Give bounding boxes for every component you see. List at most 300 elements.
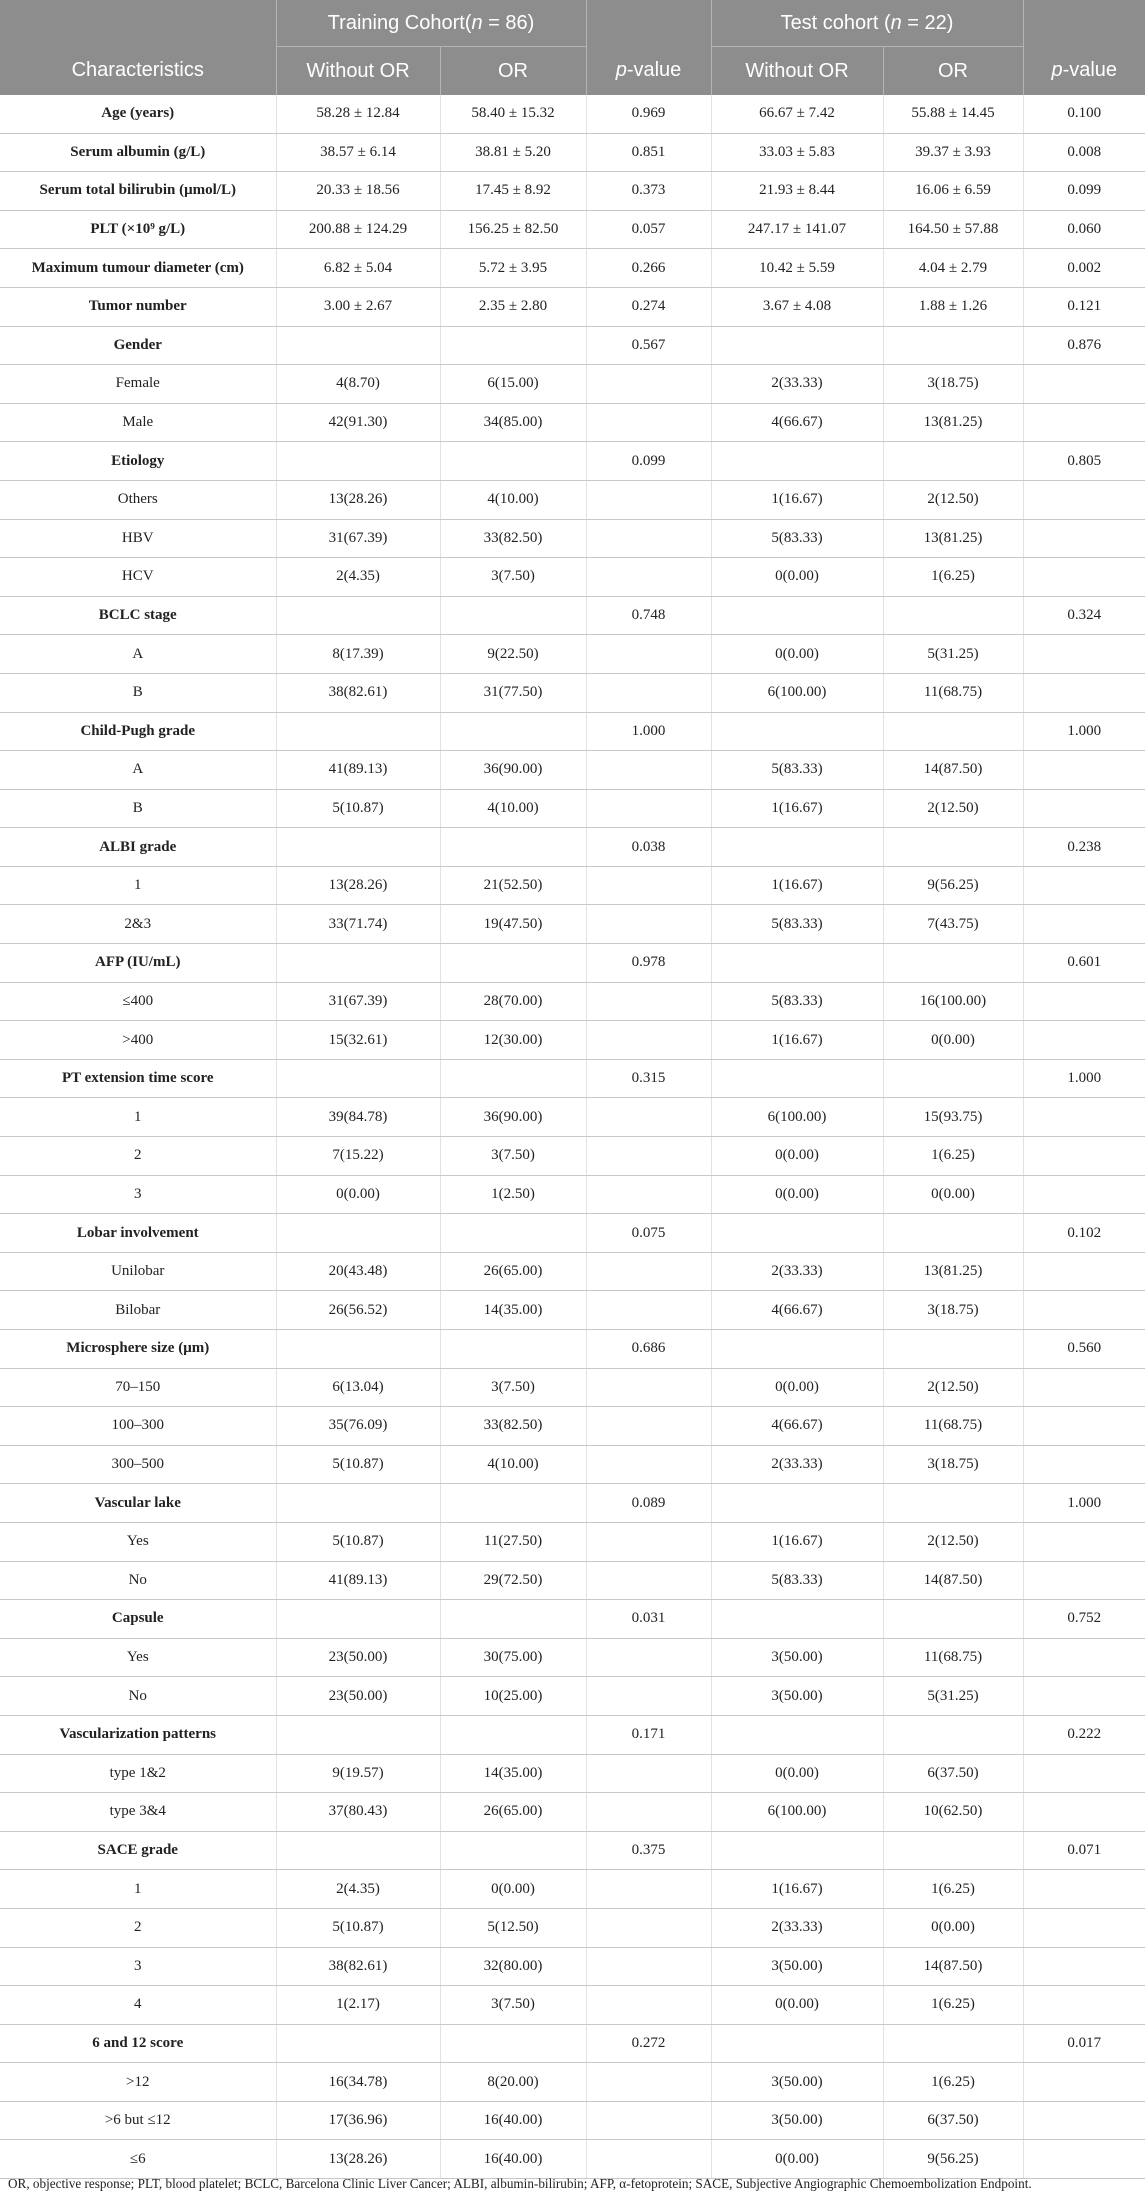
characteristic-cell: Bilobar [0, 1291, 276, 1330]
training-without-or-cell: 9(19.57) [276, 1754, 440, 1793]
training-p-value-cell [586, 2101, 711, 2140]
category-row [0, 1638, 1145, 1677]
test-without-or-cell: 0(0.00) [711, 2140, 883, 2179]
characteristic-cell: 2 [0, 1908, 276, 1947]
characteristics-header: Characteristics [0, 47, 276, 96]
category-row [0, 2063, 1145, 2102]
test-without-or-cell [711, 442, 883, 481]
test-or-cell: 2(12.50) [883, 789, 1023, 828]
test-without-or-cell: 0(0.00) [711, 1137, 883, 1176]
test-p-value-cell [1023, 905, 1145, 944]
test-p-value-cell: 0.060 [1023, 210, 1145, 249]
training-p-value-cell [586, 1522, 711, 1561]
training-without-or-cell [276, 1715, 440, 1754]
test-or-cell: 1(6.25) [883, 1137, 1023, 1176]
training-or-cell: 14(35.00) [440, 1754, 586, 1793]
training-p-value-cell [586, 480, 711, 519]
test-or-cell: 1(6.25) [883, 558, 1023, 597]
category-row [0, 403, 1145, 442]
category-row [0, 982, 1145, 1021]
test-without-or-cell [711, 1214, 883, 1253]
training-p-value-cell [586, 866, 711, 905]
test-p-value-cell: 0.238 [1023, 828, 1145, 867]
test-p-value-cell [1023, 982, 1145, 1021]
training-p-value-cell: 0.038 [586, 828, 711, 867]
training-without-or-cell: 15(32.61) [276, 1021, 440, 1060]
test-without-or-cell: 4(66.67) [711, 1407, 883, 1446]
training-without-or-cell [276, 1330, 440, 1369]
training-without-or-cell [276, 1484, 440, 1523]
test-or-cell [883, 326, 1023, 365]
test-or-cell: 5(31.25) [883, 635, 1023, 674]
category-row [0, 2101, 1145, 2140]
characteristic-cell: 6 and 12 score [0, 2024, 276, 2063]
characteristic-cell: 2 [0, 1137, 276, 1176]
test-or-cell: 13(81.25) [883, 403, 1023, 442]
category-row [0, 1793, 1145, 1832]
test-p-value-cell: 0.752 [1023, 1600, 1145, 1639]
variable-row [0, 712, 1145, 751]
training-p-value-cell [586, 2063, 711, 2102]
training-without-or-cell [276, 1600, 440, 1639]
test-p-value-cell [1023, 751, 1145, 790]
variable-row [0, 210, 1145, 249]
training-without-or-cell: 5(10.87) [276, 1908, 440, 1947]
characteristic-cell: Child-Pugh grade [0, 712, 276, 751]
training-p-value-cell: 0.375 [586, 1831, 711, 1870]
test-or-cell [883, 712, 1023, 751]
test-without-or-cell: 1(16.67) [711, 789, 883, 828]
header-blank-cell [1023, 0, 1145, 47]
test-or-cell [883, 2024, 1023, 2063]
test-p-value-cell [1023, 1368, 1145, 1407]
header-row-columns [0, 47, 1145, 96]
training-without-or-cell: 5(10.87) [276, 789, 440, 828]
category-row [0, 1175, 1145, 1214]
training-or-cell: 3(7.50) [440, 1368, 586, 1407]
test-or-cell: 11(68.75) [883, 673, 1023, 712]
training-without-or-cell [276, 1214, 440, 1253]
training-without-or-cell: 23(50.00) [276, 1638, 440, 1677]
test-without-or-cell: 3(50.00) [711, 1677, 883, 1716]
characteristic-cell: Female [0, 365, 276, 404]
category-row [0, 1407, 1145, 1446]
training-or-cell [440, 2024, 586, 2063]
training-or-cell: 1(2.50) [440, 1175, 586, 1214]
category-row [0, 1291, 1145, 1330]
test-or-cell [883, 944, 1023, 983]
test-or-cell: 14(87.50) [883, 1561, 1023, 1600]
training-p-value-cell: 0.274 [586, 287, 711, 326]
training-or-cell: 28(70.00) [440, 982, 586, 1021]
test-or-cell: 55.88 ± 14.45 [883, 95, 1023, 133]
test-without-or-cell [711, 828, 883, 867]
test-or-cell: 10(62.50) [883, 1793, 1023, 1832]
test-p-value-cell: 0.102 [1023, 1214, 1145, 1253]
characteristic-cell: HCV [0, 558, 276, 597]
test-p-value-cell: 0.324 [1023, 596, 1145, 635]
training-or-cell: 3(7.50) [440, 1137, 586, 1176]
training-without-or-cell: 38(82.61) [276, 1947, 440, 1986]
training-p-value-cell [586, 365, 711, 404]
test-or-cell: 164.50 ± 57.88 [883, 210, 1023, 249]
variable-row [0, 1715, 1145, 1754]
characteristic-cell: 1 [0, 1870, 276, 1909]
training-without-or-header: Without OR [276, 47, 440, 96]
training-without-or-cell: 5(10.87) [276, 1445, 440, 1484]
training-without-or-cell: 7(15.22) [276, 1137, 440, 1176]
category-row [0, 1561, 1145, 1600]
variable-row [0, 596, 1145, 635]
characteristic-cell: Serum albumin (g/L) [0, 133, 276, 172]
test-or-cell: 3(18.75) [883, 1445, 1023, 1484]
test-p-value-cell [1023, 789, 1145, 828]
test-without-or-cell: 0(0.00) [711, 558, 883, 597]
test-without-or-cell: 1(16.67) [711, 866, 883, 905]
variable-row [0, 1484, 1145, 1523]
training-p-value-cell [586, 1368, 711, 1407]
characteristic-cell: PT extension time score [0, 1059, 276, 1098]
training-without-or-cell: 200.88 ± 124.29 [276, 210, 440, 249]
test-or-cell: 14(87.50) [883, 751, 1023, 790]
training-or-cell: 33(82.50) [440, 519, 586, 558]
test-or-cell: 9(56.25) [883, 866, 1023, 905]
test-without-or-cell: 1(16.67) [711, 1021, 883, 1060]
characteristic-cell: 1 [0, 1098, 276, 1137]
training-p-value-cell: 1.000 [586, 712, 711, 751]
training-or-cell: 3(7.50) [440, 558, 586, 597]
test-or-cell: 39.37 ± 3.93 [883, 133, 1023, 172]
test-p-value-cell: 0.071 [1023, 1831, 1145, 1870]
training-p-value-cell: 0.748 [586, 596, 711, 635]
training-p-value-cell [586, 1793, 711, 1832]
test-or-cell: 2(12.50) [883, 1522, 1023, 1561]
training-without-or-cell: 31(67.39) [276, 982, 440, 1021]
characteristic-cell: Age (years) [0, 95, 276, 133]
training-without-or-cell [276, 1059, 440, 1098]
characteristic-cell: Yes [0, 1522, 276, 1561]
training-without-or-cell: 39(84.78) [276, 1098, 440, 1137]
test-without-or-cell: 247.17 ± 141.07 [711, 210, 883, 249]
test-or-cell: 2(12.50) [883, 1368, 1023, 1407]
training-p-value-cell: 0.686 [586, 1330, 711, 1369]
test-without-or-cell: 3(50.00) [711, 2101, 883, 2140]
training-or-cell: 19(47.50) [440, 905, 586, 944]
training-p-value-cell [586, 2140, 711, 2179]
training-without-or-cell: 20.33 ± 18.56 [276, 172, 440, 211]
test-without-or-header: Without OR [711, 47, 883, 96]
training-or-cell: 5.72 ± 3.95 [440, 249, 586, 288]
test-without-or-cell: 0(0.00) [711, 1754, 883, 1793]
test-without-or-cell: 2(33.33) [711, 1252, 883, 1291]
training-p-value-cell [586, 1908, 711, 1947]
test-or-cell: 1(6.25) [883, 1986, 1023, 2025]
characteristic-cell: A [0, 635, 276, 674]
characteristic-cell: Maximum tumour diameter (cm) [0, 249, 276, 288]
test-or-cell [883, 1330, 1023, 1369]
test-p-value-cell [1023, 1522, 1145, 1561]
variable-row [0, 1330, 1145, 1369]
test-or-cell: 6(37.50) [883, 1754, 1023, 1793]
training-p-value-cell [586, 1561, 711, 1600]
test-or-cell: 1.88 ± 1.26 [883, 287, 1023, 326]
characteristic-cell: ≤400 [0, 982, 276, 1021]
training-or-cell: 4(10.00) [440, 480, 586, 519]
training-without-or-cell: 38(82.61) [276, 673, 440, 712]
test-without-or-cell [711, 944, 883, 983]
characteristic-cell: 3 [0, 1947, 276, 1986]
test-p-value-cell [1023, 635, 1145, 674]
test-or-cell [883, 1059, 1023, 1098]
test-without-or-cell: 2(33.33) [711, 365, 883, 404]
training-or-cell [440, 944, 586, 983]
test-without-or-cell: 1(16.67) [711, 480, 883, 519]
test-or-cell: 3(18.75) [883, 1291, 1023, 1330]
characteristic-cell: AFP (IU/mL) [0, 944, 276, 983]
test-p-value-cell [1023, 1098, 1145, 1137]
characteristic-cell: Vascular lake [0, 1484, 276, 1523]
test-or-cell: 1(6.25) [883, 2063, 1023, 2102]
test-or-cell: 16.06 ± 6.59 [883, 172, 1023, 211]
test-or-cell [883, 442, 1023, 481]
test-without-or-cell: 5(83.33) [711, 982, 883, 1021]
test-p-value-cell [1023, 1445, 1145, 1484]
category-row [0, 1522, 1145, 1561]
test-p-value-cell [1023, 1947, 1145, 1986]
training-or-cell: 11(27.50) [440, 1522, 586, 1561]
test-p-value-cell [1023, 480, 1145, 519]
category-row [0, 1137, 1145, 1176]
header-blank-cell [0, 0, 276, 47]
test-or-cell [883, 1831, 1023, 1870]
characteristic-cell: 3 [0, 1175, 276, 1214]
training-without-or-cell: 4(8.70) [276, 365, 440, 404]
training-without-or-cell: 20(43.48) [276, 1252, 440, 1291]
variable-row [0, 2024, 1145, 2063]
training-p-value-cell: 0.057 [586, 210, 711, 249]
training-or-cell: 8(20.00) [440, 2063, 586, 2102]
training-without-or-cell: 3.00 ± 2.67 [276, 287, 440, 326]
training-p-value-cell [586, 403, 711, 442]
training-without-or-cell: 17(36.96) [276, 2101, 440, 2140]
category-row [0, 1870, 1145, 1909]
test-without-or-cell: 6(100.00) [711, 1098, 883, 1137]
training-p-value-cell [586, 1947, 711, 1986]
training-p-value-cell [586, 673, 711, 712]
test-p-value-cell [1023, 1252, 1145, 1291]
test-p-value-cell: 0.002 [1023, 249, 1145, 288]
test-p-value-cell [1023, 1677, 1145, 1716]
test-or-cell: 3(18.75) [883, 365, 1023, 404]
training-p-value-cell: 0.266 [586, 249, 711, 288]
training-or-cell: 3(7.50) [440, 1986, 586, 2025]
training-or-cell: 36(90.00) [440, 1098, 586, 1137]
training-without-or-cell [276, 828, 440, 867]
characteristic-cell: Capsule [0, 1600, 276, 1639]
category-row [0, 1947, 1145, 1986]
category-row [0, 1754, 1145, 1793]
category-row [0, 1986, 1145, 2025]
training-or-header: OR [440, 47, 586, 96]
training-without-or-cell [276, 1831, 440, 1870]
category-row [0, 1021, 1145, 1060]
test-p-value-cell [1023, 1638, 1145, 1677]
test-p-value-cell: 0.100 [1023, 95, 1145, 133]
training-p-value-cell: 0.031 [586, 1600, 711, 1639]
test-p-value-cell [1023, 1561, 1145, 1600]
training-p-value-cell [586, 982, 711, 1021]
training-or-cell [440, 1214, 586, 1253]
test-or-cell: 9(56.25) [883, 2140, 1023, 2179]
training-or-cell: 29(72.50) [440, 1561, 586, 1600]
variable-row [0, 442, 1145, 481]
training-or-cell [440, 1600, 586, 1639]
test-or-cell: 13(81.25) [883, 519, 1023, 558]
test-or-cell: 0(0.00) [883, 1908, 1023, 1947]
test-without-or-cell: 0(0.00) [711, 1175, 883, 1214]
characteristic-cell: Vascularization patterns [0, 1715, 276, 1754]
test-p-value-cell: 1.000 [1023, 712, 1145, 751]
table-body [0, 95, 1145, 2179]
training-without-or-cell [276, 326, 440, 365]
test-or-cell: 14(87.50) [883, 1947, 1023, 1986]
test-p-value-header: p-value [1023, 47, 1145, 96]
training-p-value-cell: 0.099 [586, 442, 711, 481]
characteristic-cell: type 1&2 [0, 1754, 276, 1793]
test-p-value-cell [1023, 519, 1145, 558]
test-or-cell: 16(100.00) [883, 982, 1023, 1021]
category-row [0, 1252, 1145, 1291]
category-row [0, 751, 1145, 790]
training-without-or-cell: 31(67.39) [276, 519, 440, 558]
test-without-or-cell: 4(66.67) [711, 403, 883, 442]
category-row [0, 519, 1145, 558]
test-or-cell: 0(0.00) [883, 1175, 1023, 1214]
training-p-value-cell [586, 1291, 711, 1330]
training-without-or-cell: 23(50.00) [276, 1677, 440, 1716]
training-p-value-cell: 0.969 [586, 95, 711, 133]
characteristic-cell: PLT (×10⁹ g/L) [0, 210, 276, 249]
test-or-cell: 2(12.50) [883, 480, 1023, 519]
characteristic-cell: 300–500 [0, 1445, 276, 1484]
characteristic-cell: >400 [0, 1021, 276, 1060]
training-or-cell [440, 1484, 586, 1523]
training-or-cell: 34(85.00) [440, 403, 586, 442]
test-without-or-cell [711, 596, 883, 635]
training-without-or-cell [276, 442, 440, 481]
test-without-or-cell: 6(100.00) [711, 1793, 883, 1832]
test-or-cell: 6(37.50) [883, 2101, 1023, 2140]
training-p-value-cell [586, 635, 711, 674]
test-without-or-cell: 5(83.33) [711, 905, 883, 944]
training-without-or-cell: 16(34.78) [276, 2063, 440, 2102]
test-p-value-cell [1023, 2140, 1145, 2179]
variable-row [0, 326, 1145, 365]
training-without-or-cell: 42(91.30) [276, 403, 440, 442]
training-without-or-cell [276, 944, 440, 983]
training-cohort-header: Training Cohort(n = 86) [276, 0, 586, 47]
training-p-value-cell [586, 1870, 711, 1909]
training-p-value-cell [586, 1986, 711, 2025]
test-or-header: OR [883, 47, 1023, 96]
test-without-or-cell: 5(83.33) [711, 519, 883, 558]
training-without-or-cell: 0(0.00) [276, 1175, 440, 1214]
training-without-or-cell: 41(89.13) [276, 1561, 440, 1600]
test-p-value-cell [1023, 1908, 1145, 1947]
test-or-cell [883, 1484, 1023, 1523]
test-p-value-cell [1023, 866, 1145, 905]
training-p-value-cell: 0.978 [586, 944, 711, 983]
characteristic-cell: ≤6 [0, 2140, 276, 2179]
training-or-cell: 16(40.00) [440, 2101, 586, 2140]
training-without-or-cell: 37(80.43) [276, 1793, 440, 1832]
test-p-value-cell [1023, 1754, 1145, 1793]
training-or-cell: 5(12.50) [440, 1908, 586, 1947]
test-without-or-cell: 2(33.33) [711, 1445, 883, 1484]
characteristic-cell: HBV [0, 519, 276, 558]
test-without-or-cell [711, 1484, 883, 1523]
variable-row [0, 828, 1145, 867]
test-without-or-cell: 66.67 ± 7.42 [711, 95, 883, 133]
training-or-cell: 6(15.00) [440, 365, 586, 404]
training-p-value-header: p-value [586, 47, 711, 96]
test-or-cell: 4.04 ± 2.79 [883, 249, 1023, 288]
training-without-or-cell: 6.82 ± 5.04 [276, 249, 440, 288]
test-without-or-cell [711, 1059, 883, 1098]
test-without-or-cell: 1(16.67) [711, 1870, 883, 1909]
test-or-cell [883, 828, 1023, 867]
training-or-cell: 2.35 ± 2.80 [440, 287, 586, 326]
category-row [0, 1677, 1145, 1716]
training-p-value-cell [586, 751, 711, 790]
test-p-value-cell [1023, 1986, 1145, 2025]
training-without-or-cell [276, 596, 440, 635]
test-or-cell: 7(43.75) [883, 905, 1023, 944]
test-or-cell: 11(68.75) [883, 1638, 1023, 1677]
training-or-cell [440, 828, 586, 867]
training-without-or-cell: 1(2.17) [276, 1986, 440, 2025]
category-row [0, 558, 1145, 597]
training-without-or-cell: 33(71.74) [276, 905, 440, 944]
test-p-value-cell: 0.008 [1023, 133, 1145, 172]
header-row-groups [0, 0, 1145, 47]
test-without-or-cell: 5(83.33) [711, 1561, 883, 1600]
test-without-or-cell: 33.03 ± 5.83 [711, 133, 883, 172]
test-without-or-cell: 0(0.00) [711, 1368, 883, 1407]
table-footnote: OR, objective response; PLT, blood platelet; BCLC, Barcelona Clinic Liver Cancer; ALBI, albumin-bilirubin; AFP, α-fetoprotein; SACE, Subjective Angiographic Chemoembolization Endpoint. [8, 2176, 1032, 2191]
characteristic-cell: SACE grade [0, 1831, 276, 1870]
training-or-cell: 16(40.00) [440, 2140, 586, 2179]
test-without-or-cell: 21.93 ± 8.44 [711, 172, 883, 211]
training-or-cell: 4(10.00) [440, 1445, 586, 1484]
training-or-cell [440, 596, 586, 635]
category-row [0, 2140, 1145, 2179]
training-p-value-cell [586, 1021, 711, 1060]
training-or-cell: 156.25 ± 82.50 [440, 210, 586, 249]
test-or-cell [883, 596, 1023, 635]
test-p-value-cell [1023, 1021, 1145, 1060]
variable-row [0, 133, 1145, 172]
table-header [0, 0, 1145, 95]
characteristic-cell: B [0, 673, 276, 712]
test-or-cell: 0(0.00) [883, 1021, 1023, 1060]
training-without-or-cell: 41(89.13) [276, 751, 440, 790]
characteristic-cell: No [0, 1561, 276, 1600]
characteristic-cell: Microsphere size (μm) [0, 1330, 276, 1369]
test-p-value-cell: 0.222 [1023, 1715, 1145, 1754]
training-or-cell [440, 1831, 586, 1870]
training-without-or-cell: 58.28 ± 12.84 [276, 95, 440, 133]
